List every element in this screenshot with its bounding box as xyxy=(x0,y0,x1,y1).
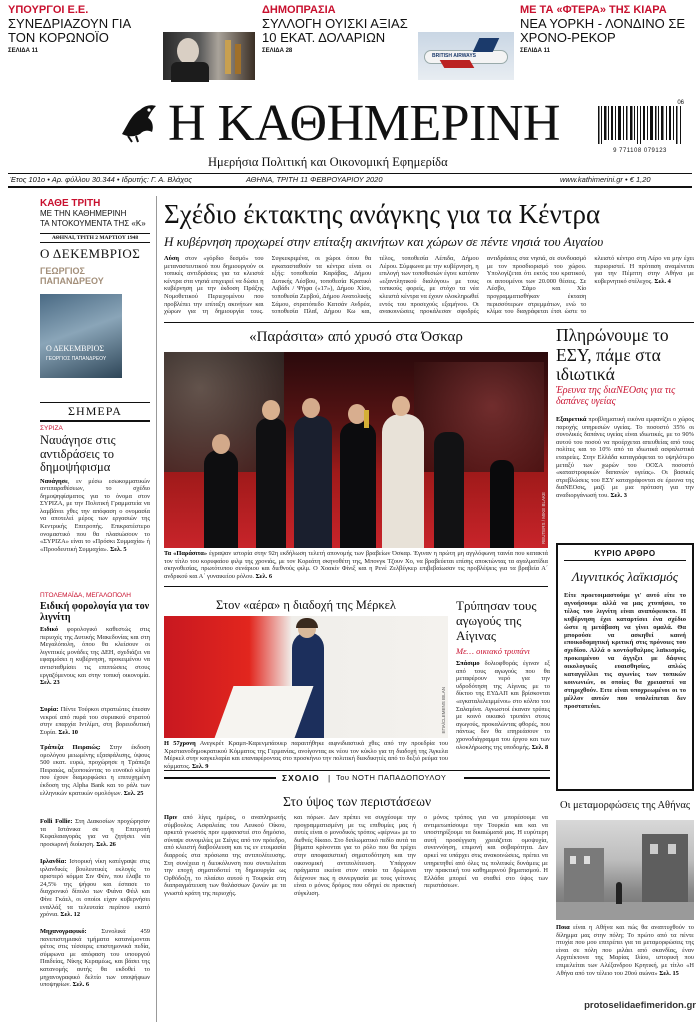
aigina-text: δολιοφθοράς έγιναν εξ από τους αγωγούς που θα μεταφέρουν νερό για την υδροδότηση της Αίγινας με το δίκτυο της ΕΥΔΑΠ και βρίσκονται «εγκαταλελειμμένοι» στο κόλπο του Σαλαμίνα. Αγνωστοί έκαναν τρύπες με κοινό οικιακό τρυπάνι στους αγωγούς, προκαλώντας φθορές, που πάντως δεν θα επηρεάσουν το χρονοδιάγραμμα του έργου και των ολοκλήρωσης της υποδομής. xyxy=(456,660,550,751)
commentary-header xyxy=(164,772,550,786)
lead-lead: Λύση xyxy=(164,255,180,262)
brief-lead: Folli Follie: xyxy=(40,818,73,825)
story-text: φορολογικό καθεστώς στις περιοχές της Δυτικής Μακεδονίας και στη Μεγαλόπολη, όπου θα κλείσουν οι λιγνιτικές μονάδες της ΔΕΗ, σχεδιάζει να εφαρμόσει η κυβέρνηση, προκειμένου να αντισταθμίσει τις επιπτώσεις στους εργαζόμενους και στην τοπική οικονομία. xyxy=(40,626,150,679)
aigina-page: Σελ. 8 xyxy=(531,743,549,751)
merkel-photo xyxy=(164,616,448,738)
oscars-caption xyxy=(164,550,548,580)
promo-title: Ο ΔΕΚΕΜΒΡΙΟΣ xyxy=(40,246,141,261)
commentary-author: Του ΝΟΤΗ ΠΑΠΑΔΟΠΟΥΛΟΥ xyxy=(336,773,447,782)
story-headline: Ναυάγησε στις αντιδράσεις το δημοψήφισμα xyxy=(40,433,116,474)
editorial-box[interactable] xyxy=(556,543,694,791)
brief-lead: Τράπεζα Πειραιώς: xyxy=(40,744,101,751)
brief-text: Στην έκδοση ομολόγου μειωμένης εξασφάλισης, ύψους 500 εκατ. ευρώ, προχώρησε η Τράπεζα Πειραιώς, αξιοποιώντας το ευνοϊκό κλίμα που έχουν διαμορφώσει η επιτυχημένη έκδοση της Alpha Bank και το ράλι των ελληνικών κρατικών ομολόγων. xyxy=(40,744,150,797)
athens-caption-lead: Ποια xyxy=(556,924,570,931)
whisky-collector-photo xyxy=(163,32,255,80)
esy-subheadline: Έρευνα της διαΝΕΟσις για τις δαπάνες υγείας xyxy=(556,385,676,407)
athens-caption-text: είναι η Αθήνα και πώς θα αναπτυχθούν το δίλημμα μας στην πόλη; Το πρώτο από τα πέντε πτυχία που μου επιτρέπει για τα μεταμορφώσεις της είναι σε πόλη που μιλάει από σκανδίας, έναν Αρχιτέκτονα της Μαρίας Ιλίου, ιστορική που επιμελείται των Αλέξανδρου Κρητική, με τίτλο «Η Αθήνα από τον τέλειο του 20ού αιώνα» xyxy=(556,924,694,977)
teaser-kicker: ΔΗΜΟΠΡΑΣΙΑ xyxy=(262,4,336,16)
oscars-photo xyxy=(164,352,548,548)
teaser-headline: ΝΕΑ ΥΟΡΚΗ - ΛΟΝΔΙΝΟ ΣΕ ΧΡΟΝΟ-ΡΕΚΟΡ xyxy=(520,16,686,45)
lead-body xyxy=(164,255,694,317)
oscars-caption-lead: Τα «Παράσιτα» xyxy=(164,550,208,557)
teaser-page: ΣΕΛΙΔΑ 11 xyxy=(520,48,550,54)
athens-headline[interactable]: Οι μεταμορφώσεις της Αθήνας xyxy=(560,800,690,811)
editorial-text: Είτε προετοιμαστούμε γι' αυτό είτε το αγνοήσουμε αλλά να μας χτυπήσει, το τέλος του λιγνίτη είναι αναπόφευκτο. Η κυβέρνηση έχει καταρτίσει ένα σχέδιο ώστε η μετάβαση να γίνει ομαλά. Θα μπορούσε να ασκηθεί καινή εποικοδομητική κριτική στις πρόνοιες του σχεδίου. Αλλά ο κοντόφθαλμος λαϊκισμός, προκειμένου να άγγιξει με δάφνες οικολογικές ευαισθησίες, απλώς καταγγέλλει τις αγωνίες των τοπικών κοινωνιών, οι οποίες θα χρειαστεί να στηριχθούν. Ειτε είναι υποχρεωμένοι οι το μέλλον αυτών που υπολείπεται δεν προστατεύει. xyxy=(564,592,686,710)
editorial-title: Λιγνιτικός λαϊκισμός xyxy=(571,569,679,584)
promo-author: ΓΕΩΡΓΙΟΣ ΠΑΠΑΝΔΡΕΟΥ xyxy=(40,266,104,286)
merkel-caption xyxy=(164,740,448,770)
barcode-issue: 06 xyxy=(677,100,684,106)
brief-text: Πέντε Τούρκοι στρατιώτες έπεσαν νεκροί από πυρά του συριακού στρατού στην επαρχία Ιντλίμπ, στη βορειοδυτική Συρία. xyxy=(40,706,150,736)
promo-kicker: ΚΑΘΕ ΤΡΙΤΗ xyxy=(40,198,101,209)
promo-line-1: ΜΕ ΤΗΝ ΚΑΘΗΜΕΡΙΝΗ xyxy=(40,209,127,218)
aigina-headline[interactable]: Τρύπησαν τους αγωγούς της Αίγινας xyxy=(456,598,537,643)
teaser-page: ΣΕΛΙΔΑ 11 xyxy=(8,48,38,54)
story-page: Σελ. 23 xyxy=(40,679,60,687)
book-cover xyxy=(40,294,122,378)
merkel-photo-credit: ΕΠΑ/CLEMENS BILAN xyxy=(441,687,446,734)
left-story-syriza[interactable] xyxy=(40,425,150,553)
top-teaser-2[interactable] xyxy=(262,4,412,84)
brief-page: Σελ. 6 xyxy=(72,981,90,989)
lead-subheadline: Η κυβέρνηση προχωρεί στην επίταξη ακινήτων και χώρων σε πέντε νησιά του Αιγαίου xyxy=(164,234,604,249)
story-tag: ΣΥΡΙΖΑ xyxy=(40,425,63,432)
story-lead: Ειδικό xyxy=(40,626,59,633)
merkel-caption-lead: Η 57χρονη xyxy=(164,740,196,747)
commentary-label: ΣΧΟΛΙΟ xyxy=(282,773,320,783)
left-column-divider xyxy=(156,196,157,1022)
barcode-bars xyxy=(596,106,684,144)
merkel-caption-text: Ανεγκρέτ Κραμπ-Καρενμπάουερ παραιτήθηκε αιφνιδιαστικά χθες από την προεδρία του Χριστιανοδημοκρατικού Κόμματος της Γερμανίας, ανοίγοντας εκ νέου τον κύκλο για τη διαδοχή της Άγκελα Μέρκελ στην καγκελαρία και επαναφέροντας στο προσκήνιο την πολιτική διεκδικητές από το δεξιό ρεύμα του κόμματος. xyxy=(164,740,448,770)
aigina-body xyxy=(456,660,550,764)
oscars-photo-credit: REUTERS / MIKE BLAKE xyxy=(541,491,546,544)
lead-headline[interactable]: Σχέδιο έκτακτης ανάγκης για τα Κέντρα xyxy=(164,199,601,229)
top-teaser-1[interactable] xyxy=(8,4,158,84)
left-story-lignite[interactable] xyxy=(40,592,150,687)
commentary-col-2: και πόρων. Δεν πρέπει να συγχέουμε την προγραμματισμένη με τις επιθυμίες μας ή αυτές είναι ο μονοδικός τρόπος «φέρνω» με το διεθνές δίκαιο. Στο διπλωματικό πεδίο αυτά τα βήματα κρίνονται για το ρόλο που θα τρέχει στην αποφασιστική σηματοδότηση και την οικονομική αντιπολίτευση. Υπάρχουν πράγματα εκείνα στον οποίο τα δρώμενα δείχνουν πως η συνεργασία με τους γείτονες είναι ο μόνος δρόμος που οδηγεί σε πρακτική σύγκλιση. xyxy=(294,814,416,897)
esy-page: Σελ. 3 xyxy=(610,491,627,499)
story-text: , εν μέσω εσωκομματικών αντιπαραθέσεων, το σχέδιο δημοψηφίσματος για το όνομα στον ΣΥΡΙΖΑ, με την Πολιτική Γραμματεία να λαμβάνει χθες την απόφαση ο ονομασία να αποτελεί μέρος των εργασιών της Κεντρικής Επιτροπής. Επικρατέστερο ονομαστικό που θα πλασιώσουν το «ΣΥΡΙΖΑ» είναι το «Πρόσκι Συμμαχία» ή «Προοδευτική Συμμαχία». xyxy=(40,477,150,553)
plane-livery-text: BRITISH AIRWAYS xyxy=(432,53,476,59)
aigina-subheadline: Με… οικιακό τρυπάνι xyxy=(456,646,530,656)
esy-body xyxy=(556,416,694,536)
brief-page: Σελ. 12 xyxy=(60,911,81,919)
commentary-sep: | xyxy=(328,773,331,783)
lead-page: Σελ. 4 xyxy=(654,277,671,285)
top-teaser-3[interactable] xyxy=(520,4,696,84)
brief-lead: Συρία: xyxy=(40,706,59,713)
teaser-headline: ΣΥΝΕΔΡΙΑΖΟΥΝ ΓΙΑ ΤΟΝ ΚΟΡΩΝΟΪΟ xyxy=(8,16,131,45)
teaser-kicker: ΜΕ ΤΑ «ΦΤΕΡΑ» ΤΗΣ ΚΙΑΡΑ xyxy=(520,4,667,16)
barcode xyxy=(596,100,684,154)
aigina-lead: Σπάσιμο xyxy=(456,660,480,667)
athens-page: Σελ. 15 xyxy=(659,969,679,977)
airplane-photo xyxy=(418,32,514,80)
brief-folli-follie[interactable] xyxy=(40,818,150,848)
esy-headline[interactable]: Πληρώνουμε το ΕΣΥ, πάμε στα ιδιωτικά xyxy=(556,325,669,384)
story-lead: Ναυάγησε xyxy=(40,477,68,485)
barcode-digits: 9 771108 079123 xyxy=(613,148,667,154)
athens-photo xyxy=(556,820,694,920)
story-headline: Ειδική φορολογία για τον λιγνίτη xyxy=(40,601,150,623)
documents-promo[interactable] xyxy=(40,198,150,378)
athens-caption xyxy=(556,924,694,980)
brief-page: Σελ. 25 xyxy=(123,789,144,797)
brief-syria[interactable] xyxy=(40,706,150,736)
brief-text: Συνολικά 459 πανεπιστημιακά τμήματα κατανέμονται φέτος στις τέσσερις επιστημονικά πεδία, σύμφωνα με απόφαση του υπουργού Παιδείας, Νίκης Κεραμέως, και βάσει της κατανομής αυτής θα εκδοθεί το μηχανογραφικό δελτίο των υποψήφιων υποψηφίων. xyxy=(40,928,150,989)
brief-applications[interactable] xyxy=(40,928,150,989)
brief-ireland[interactable] xyxy=(40,858,150,919)
oscars-page: Σελ. 6 xyxy=(255,572,273,580)
masthead-meta-right: www.kathimerini.gr • € 1,20 xyxy=(560,175,651,184)
today-section-label: ΣΗΜΕΡΑ xyxy=(68,404,122,418)
brief-text: Στη Διακοσίων προχώρησαν τα Ιστάνικα σε η Επιτροπή Κεφαλαιαγοράς για να ζητήσει νέα προσωρινή διοίκηση. xyxy=(40,818,150,848)
brief-lead: Μηχανογραφικό: xyxy=(40,928,87,935)
commentary-col-1 xyxy=(164,814,286,1022)
merkel-page: Σελ. 9 xyxy=(191,762,209,770)
merkel-headline[interactable]: Στον «αέρα» η διαδοχή της Μέρκελ xyxy=(216,598,396,612)
commentary-lead: Πριν xyxy=(164,814,178,821)
masthead-meta-left: Έτος 101ο • Αρ. φύλλου 30.344 • Ιδρυτής: Γ. Α. Βλάχος xyxy=(10,175,193,184)
brief-text: Ιστορική νίκη κατέγραψε στις ιρλανδικές βουλευτικές εκλογές το αριστερό κόμμα Σιν Φέιν, που έλαβε το 24,5% της ψήφου και έσπασε το διαχρονικό δίπολο των Φιάνα Φέιλ και Φίνε Γκάελ, οι οποίοι είχαν κυβερνήσει εναλλάξ τα τελευταία περίπου εκατό χρόνια. xyxy=(40,858,150,919)
promo-date-strip: ΑΘΗΝΑΙ, ΤΡΙΤΗ 2 ΜΑΡΤΙΟΥ 1948 xyxy=(51,235,139,241)
oscars-caption-text: έγραψαν ιστορία στην 92η εκδήλωση τελετή απονομής των βραβείων Όσκαρ. Έγιναν η πρώτη μη αγγλόφωνη ταινία που κατακτά τον τίτλο του κορυφαίου φιλμ της χρονιάς, με τον Κορεάτη σκηνοθέτη της, Μπονγκ Τζουν Χο, να βραβεύεται επίσης αποκτώντας τα αγαλματίδια σκηνοθεσίας, πρωτότυπου σενάριου και διεθνούς φιλμ. Ο Χοακίν Φίνιξ και η Ρενέ Ζελβέγκερ επιβεβαίωσαν τις προβλέψεις για τα βραβεία Α΄ ανδρικού και Α΄ γυναικείου ρόλου. xyxy=(164,550,548,580)
esy-text: προβληματική εικόνα εμφανίζει ο χώρος παροχής υπηρεσιών υγείας. Το ποσοστό 35% οι συνολικές δαπάνες υγείας είναι ιδιωτικές, με το 90% αυτού του ποσού να προέρχεται απευθείας από τους πολίτες και το 10% από τα ιδιωτικά ασφαλιστικά εταιρείες. Στην Ελλάδα καταγράφεται το υψηλότερο μεταξύ των χωρών του ΟΟΣΑ ποσοστό «καταστροφικών δαπανών υγείας». Οι βασικές στρεβλώσεις του ΕΣΥ καταγράφονται σε έρευνα της διαΝΕΟσις, μαζί με μια πρόταση για την αναδιοργάνωσή του. xyxy=(556,416,694,499)
brief-piraeus[interactable] xyxy=(40,744,150,797)
brief-page: Σελ. 10 xyxy=(58,728,78,736)
esy-lead: Εξαιρετικά xyxy=(556,416,587,423)
masthead-title: Η ΚΑΘΗΜΕΡΙΝΗ xyxy=(168,95,560,152)
promo-line-2: ΤΑ ΝΤΟΚΟΥΜΕΝΤΑ ΤΗΣ «Κ» xyxy=(40,219,146,228)
oscars-headline[interactable]: «Παράσιτα» από χρυσό στα Όσκαρ xyxy=(249,329,463,345)
story-tag: ΠΤΟΛΕΜΑΪΔΑ, ΜΕΓΑΛΟΠΟΛΗ xyxy=(40,592,132,599)
editorial-label: ΚΥΡΙΟ ΑΡΘΡΟ xyxy=(564,549,686,561)
book-title: Ο ΔΕΚΕΜΒΡΙΟΣ xyxy=(46,344,105,353)
brief-page: Σελ. 26 xyxy=(96,840,116,848)
teaser-headline: ΣΥΛΛΟΓΗ ΟΥΙΣΚΙ ΑΞΙΑΣ 10 ΕΚΑΤ. ΔΟΛΑΡΙΩΝ xyxy=(262,16,408,45)
lead-text: στον «γόρδιο δεσμό» του μεταναστευτικού που δημιουργούν οι τοπικές αντιδράσεις για τα κλειστά κέντρα στα νησιά επιχειρεί να δώσει η κυβέρνηση με την έκδοση Πράξης Νομοθετικού Περιεχομένου που προβλέπει την επίταξη ακινήτων και χώρων για τη δημιουργία τους. Συγκεκριμένα, οι χώροι όπου θα εγκατασταθούν τα κέντρα είναι οι εξής: τοποθεσία Καράβας, Δήμου Δυτικής Λέσβου, τοποθεσία Κρατικό Λιβάδι / Ψήφα («17»), Δήμου Χίου, τοποθεσία Ζερβού, Δήμου Ανατολικής Σάμου, στρατόπεδο Κατσάν Ανδρέα, τοποθεσία Πλαΐ, Δήμου Κω και, τέλος, τοποθεσία Λέπιδα, Δήμου Λέρου. Σύμφωνα με την κυβέρνηση, η επιλογή των τοποθεσιών έγινε κατόπιν «εξαντλητικού διαλόγου» με τους τοπικούς φορείς, με στόχο τα νέα κλειστά κέντρα να έχουν ολοκληρωθεί εντός του προσεχούς εξαμήνου. Οι ανακοινώσεις προκάλεσαν σφοδρές αντιδράσεις στα νησιά, σε συνδυασμό με τον προσδιορισμό του χώρου. Υπολογίζεται ότι εκτός του κρατικού, οι αιτουμένοι των 20.000 θέσεις. Σε Λέσβο, Σάμο και Χίο προγραμματισθήκαν έκταση περισσότερων στρεμμάτων, ενώ το κλίμα του διαγράφεται έτσι ώστε το κλειστό κέντρο στη Λέρο να μην έχει περιοριστεί. Η πρόταση αναμένεται για την Πέμπτη στην Αθήνα με κυβερνητικό στέλεχος. xyxy=(164,255,694,316)
watermark: protoselidaefimeridon.gr xyxy=(556,998,696,1014)
commentary-col-1-text: από λίγες ημέρες, ο αναπληρωτής σύμβουλος Ασφαλείας του Λευκού Οίκου, αρκετά γνωστός πριν εμφανιστεί στο δημόσιο, σύναψε συνομιλίες με Σιέγες από τον πρόεδρο, από κλειστή διαβούλευση και τις εν ετοιμασία διαρροές στα πρόσωπα της αντιπολίτευσης. Στη συνέχεια η διευκόλυνση που συντελείται την εποχή σηματοδοτεί τη δημιουργία ως Ορθόδοξη, το πλαίσιο αυτού η Τουρκία στη διαπραγμάτευση των θαλάσσιων ζωνών με τα γνωστά κράτη της περιοχής. xyxy=(164,814,286,897)
teaser-kicker: ΥΠΟΥΡΓΟΙ Ε.Ε. xyxy=(8,4,89,16)
masthead-subtitle: Ημερήσια Πολιτική και Οικονομική Εφημερίδα xyxy=(208,155,448,169)
teaser-page: ΣΕΛΙΔΑ 28 xyxy=(262,48,293,54)
brief-lead: Ιρλανδία: xyxy=(40,858,67,865)
story-page: Σελ. 5 xyxy=(110,545,127,553)
book-author: ΓΕΩΡΓΙΟΣ ΠΑΠΑΝΔΡΕΟΥ xyxy=(46,356,107,362)
owl-logo-icon xyxy=(118,100,160,144)
commentary-col-3: ο μόνος τρόπος για να μπορέσουμε να αντιμετωπίσουμε την Τουρκία και και να υποστηρίξουμε τα δικαιώματά μας. Η ευρύτερη αυτή προσέγγιση χρειάζεται ομοψυχία, συνεννόηση, επιμονή και σοβαρότητα. Δεν αρκεί να υπάρχει στις ανακοινώσεις, πρέπει να υπηρετηθεί από όλες τις πολιτικές δυνάμεις με την πρακτική του καθημερινού βηματισμού. Η Ελλάδα μπορεί να σταθεί στο ύψος των περιστάσεων. xyxy=(424,814,548,890)
commentary-title[interactable]: Στο ύψος των περιστάσεων xyxy=(282,794,432,809)
masthead-meta-center: ΑΘΗΝΑ, ΤΡΙΤΗ 11 ΦΕΒΡΟΥΑΡΙΟΥ 2020 xyxy=(246,175,383,184)
